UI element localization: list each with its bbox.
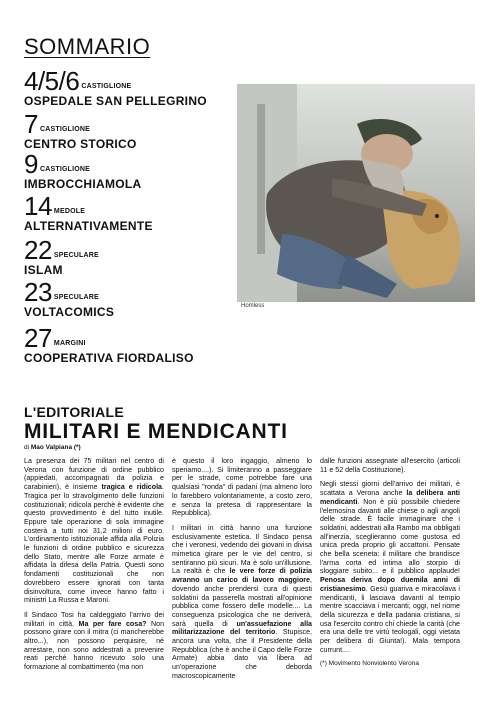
toc-subject: OSPEDALE SAN PELLEGRINO	[24, 94, 207, 108]
toc-category: CASTIGLIONE	[39, 126, 91, 133]
toc-item[interactable]	[24, 149, 142, 191]
toc-item[interactable]	[24, 323, 194, 365]
toc-category: CASTIGLIONE	[39, 166, 91, 173]
article-column-2	[172, 457, 312, 687]
paragraph: è questo il loro ingaggio, almeno lo speriamo....). Si limiteranno a passeggiare per le strade, come potrebbe fare una qualsiasi "ronda" di padani (ma almeno loro lo farebbero volontariamente, a costo zero, e senza la pretesa di rappresentare la Repubblica).	[172, 457, 312, 518]
toc-subject: ISLAM	[24, 263, 63, 277]
toc-category: MEDOLE	[53, 208, 86, 215]
toc-category: SPECULARE	[53, 252, 99, 259]
paragraph: Negli stessi giorni dell'arrivo dei militari, è scattata a Verona anche la delibera anti mendicanti. Non è più possibile chiedere l'elemosina davanti alle chiese o agli angoli delle strade. È facile immaginare che i soldatini, addestrati alla Rambo ma obbligati all'inerzia, sceglieranno come gustosa ed unica preda proprio gli accattoni. Pensate che bella sceneta: il militare che brandisce l'arma corta ed intima allo storpio di sloggiare subito... e il pubblico applaude! Penosa deriva dopo duemila anni di cristianesimo. Gesù guariva e miracolava i mendicanti, li lasciava davanti al tempio mentre scacciava i mercanti; oggi, nel nome della sicurezza e della padania cristiana, si usa l'esercito contro chi chiede la carità (che era una delle tre virtù teologali, oggi vietata per delibera di Giunta!). Mala tempora currunt....	[320, 480, 460, 654]
article-column-3	[320, 457, 460, 669]
toc-page-number: 14	[24, 191, 52, 221]
toc-category: CASTIGLIONE	[81, 83, 132, 90]
toc-item[interactable]	[24, 191, 153, 233]
toc-item[interactable]	[24, 235, 99, 277]
toc-item[interactable]	[24, 66, 207, 108]
toc-subject: VOLTACOMICS	[24, 305, 115, 319]
toc-subject: ALTERNATIVAMENTE	[24, 219, 153, 233]
sommario-title: SOMMARIO	[24, 34, 151, 59]
toc-category: MARGINI	[53, 340, 86, 347]
toc-item[interactable]	[24, 109, 137, 151]
toc-page-number: 4/5/6	[24, 66, 80, 96]
toc-page-number: 27	[24, 323, 52, 353]
photo-caption: Homless	[241, 303, 265, 309]
byline: di Mao Valpiana (*)	[24, 444, 81, 451]
toc-item[interactable]	[24, 277, 115, 319]
toc-subject: COOPERATIVA FIORDALISO	[24, 351, 194, 365]
editorial-title: MILITARI E MENDICANTI	[24, 420, 288, 443]
toc-page-number: 9	[24, 149, 38, 179]
toc-subject: CENTRO STORICO	[24, 137, 137, 151]
article-column-1	[24, 457, 164, 678]
paragraph: Il Sindaco Tosi ha caldeggiato l'arrivo dei militari in città. Ma per fare cosa? Non possono girare con il mitra (ci mancherebbe altro...), non possono perquisire, né arrestare, non sono addestrati a prevenire reati perché hanno ricevuto solo una formazione al combattimento (ma non	[24, 610, 165, 672]
toc-category: SPECULARE	[53, 294, 99, 301]
homeless-with-dog-illustration	[237, 84, 475, 302]
footnote: (*) Movimento Nonviolento Verona	[320, 660, 419, 668]
toc-page-number: 23	[24, 277, 52, 307]
toc-page-number: 7	[24, 109, 38, 139]
byline-author: Mao Valpiana (*)	[30, 444, 81, 451]
cover-photo	[237, 84, 475, 302]
editorial-kicker: L'EDITORIALE	[24, 404, 125, 420]
paragraph: I militari in città hanno una funzione esclusivamente estetica. Il Sindaco pensa che i veronesi, vedendo dei giovani in divisa mimetica girare per le vie del centro, si sentiranno più sicuri. Ma è solo un'illusione. La realtà è che le vere forze di polizia avranno un carico di lavoro maggiore, dovendo anche prendersi cura di questi soldatini da passerella mostrati all'opinione pubblica come fossero delle modelle.... La conseguenza psicologica che ne deriverà, sarà quella di un'assuefazione alla militarizzazione del territorio. Stupisce, ancora una volta, che il Presidente della Repubblica (che è anche il Capo delle Forze Armate) abbia dato via libera ad un'operazione che deborda macroscopicamente	[172, 523, 312, 680]
paragraph: dalle funzioni assegnate all'esercito (articoli 11 e 52 della Costituzione).	[320, 457, 460, 474]
paragraph: La presenza dei 75 militari nel centro di Verona con funzione di ordine pubblico (appiedati, accompagnati da polizia e carabinieri), è insieme tragica e ridicola. Tragica per lo stravolgimento delle funzioni costituzionali; ridicola perchè è evidente che questo provvedimento è del tutto inutile. Eppure tale operazione di sola immagine costerà a tutti noi 31,2 milioni di euro. L'ordinamento istituzionale affida alla Polizia le funzioni di ordine pubblico e sicurezza dello Stato, mentre alle Forze armate è affidata la difesa della Patria. Questi sono fondamenti costituzionali che non dovrebbero essere ignorati con tanta disinvoltura, come invece hanno fatto i ministri La Russa e Maroni.	[24, 457, 164, 605]
toc-subject: IMBROCCHIAMOLA	[24, 177, 142, 191]
toc-page-number: 22	[24, 235, 52, 265]
